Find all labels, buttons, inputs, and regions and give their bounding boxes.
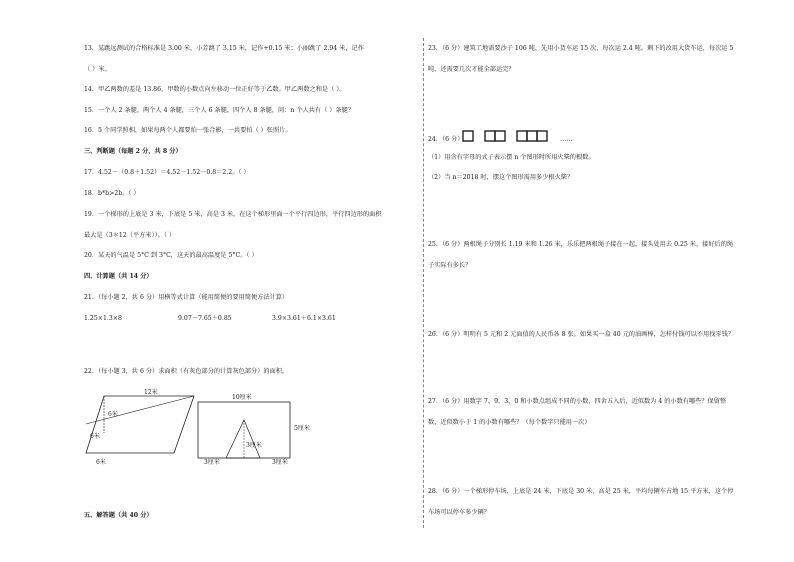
question-22: 22．（每小题 3，共 6 分）求面积（有灰色部分的计算灰色部分）的面积。 [84, 368, 289, 375]
square-3a [517, 131, 527, 141]
square-1 [463, 131, 473, 141]
parallelogram-shape [86, 396, 194, 453]
matchstick-squares-figure [462, 129, 560, 143]
section-3-heading: 三、判断题（每题 2 分，共 8 分） [84, 148, 182, 155]
square-2b [495, 131, 505, 141]
question-27-line1: 27．（6 分）用数字 7、9、3、0 和小数点组成不同的小数，四舍五入后，近似数为 4 的小数有哪些？保留整 [428, 398, 727, 405]
calc-item-1: 1.25×1.3×8 [84, 315, 122, 322]
question-19-line1: 19．一个梯形的上底是 3 米，下底是 5 米，高是 3 米。在这个梯形里面一个平行四边形，平行四边形的面积 [84, 211, 382, 218]
figure-rectangle [196, 392, 316, 464]
question-15: 15．一个人 2 条腿，两个人 4 条腿，三个人 6 条腿，四个人 8 条腿，问：n 个人共有（ ）条腿？ [84, 107, 355, 114]
question-20: 20．某天的气温是 5°C 到 3°C，这天的最高温度是 5°C。（ ） [84, 252, 258, 259]
square-2a [485, 131, 495, 141]
question-28-line2: 车场可以停车多少辆？ [428, 509, 490, 516]
figure-parallelogram [84, 388, 204, 466]
fig1-top-label: 12米 [144, 389, 158, 396]
section-4-heading: 四、计算题（共 14 分） [84, 273, 153, 280]
fig1-side-label: 6米 [90, 433, 100, 440]
question-21: 21．（每小题 2，共 6 分）用横等式计算（能用简便的要用简便方法计算） [84, 294, 289, 301]
fig1-mid-label: 6米 [108, 411, 118, 418]
question-13-line2: （ ）米。 [84, 66, 111, 73]
parallelogram-diagonal [86, 396, 194, 424]
question-25-line1: 25．（6 分）两根绳子分别长 1.19 米和 1.26 米，乐乐把两根绳子接在一起，接头处用去 0.25 米，接好后的绳 [428, 241, 734, 248]
question-18: 18．b*b>2b。（ ） [84, 190, 140, 197]
fig2-tri-label: 3厘米 [246, 442, 262, 449]
question-25-line2: 子实际有多长？ [428, 262, 472, 269]
question-23-line2: 吨，还需要几次才能全部运完？ [428, 66, 515, 73]
fig2-br-label: 3厘米 [272, 459, 288, 466]
question-14: 14．甲乙两数的差是 13.86，甲数的小数点向左移动一位正好等于乙数。甲乙两数之和是（ ）。 [84, 86, 346, 93]
question-13-line1: 13．某跳远测试的合格标准是 3.00 米，小芳跳了 3.15 米，记作+0.15 米；小丽跳了 2.94 米，记作 [84, 45, 364, 52]
question-24-ellipsis: …… [560, 136, 573, 143]
question-24-part2: （2）当 n＝2018 时，摆这个图形需用多少根火柴？ [428, 174, 574, 181]
column-divider [423, 38, 424, 528]
calc-item-2: 9.07－7.65＋0.85 [178, 315, 232, 322]
question-24: 24．（6 分） [428, 136, 464, 143]
fig2-right-label: 5厘米 [294, 425, 310, 432]
question-26: 26．（6 分）明明有 5 元和 2 元面值的人民币各 8 张。如果买一盒 40 元的油画棒，怎样付钱可以不用找零钱？ [428, 331, 734, 338]
question-17: 17．4.52－（0.8＋1.52）＝4.52－1.52－0.8＝2.2。（ ） [84, 169, 250, 176]
section-5-heading: 五、解答题（共 40 分） [84, 512, 153, 519]
fig2-top-label: 10厘米 [232, 394, 252, 401]
calc-item-3: 3.9×3.61＋6.1×3.61 [272, 315, 336, 322]
triangle-shape [226, 420, 260, 458]
question-28-line1: 28．（6 分）一个梯形停车场，上底是 24 米，下底是 30 米，高是 25 米，平均每辆车占地 15 平方米，这个停 [428, 488, 734, 495]
question-23-line1: 23．（6 分）建筑工地需要沙子 106 吨，先用小货车运 15 次，每次运 2.4 吨。剩下的改用大货车运，每次运 5 [428, 45, 734, 52]
question-24-part1: （1）用含有字母的式子表示摆 n 个图形时所用火柴的根数。 [428, 154, 595, 161]
question-16: 16．5 个同学照相，如果每两个人都要拍一张合影，一共要拍（ ）张照片。 [84, 127, 292, 134]
fig1-bottom-label: 6米 [96, 459, 106, 466]
square-3c [537, 131, 547, 141]
question-27-line2: 数，近似数小于 1 的小数有哪些？（每个数字只能用一次） [428, 419, 591, 426]
square-3b [527, 131, 537, 141]
question-19-line2: 最大是（3＊12（平方米））。（ ） [84, 232, 176, 239]
fig2-bl-label: 3厘米 [204, 459, 220, 466]
